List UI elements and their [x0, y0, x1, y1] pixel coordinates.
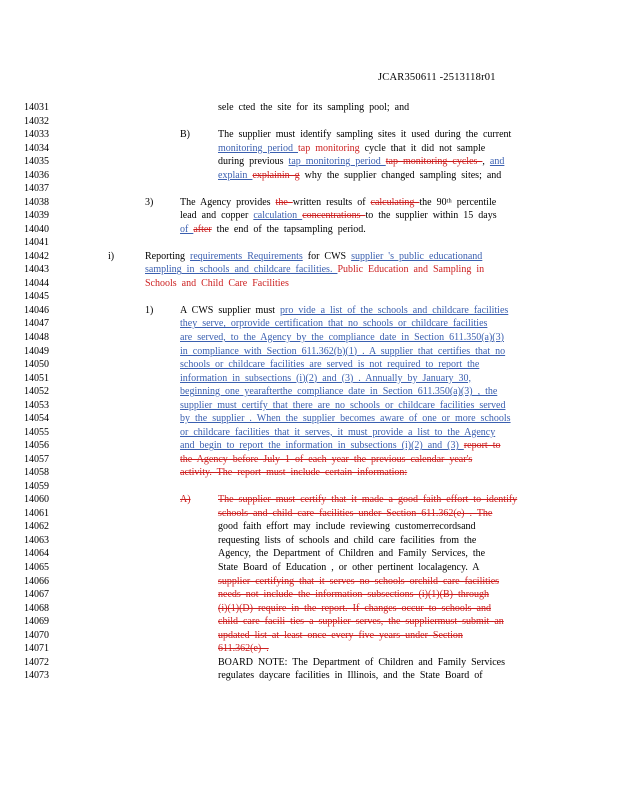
line-number: 14050	[24, 359, 49, 371]
deleted-text: schools and child care facilities under Section 611.362(e) . The	[218, 507, 493, 519]
line-number: 14048	[24, 332, 49, 343]
line-number: 14031	[24, 102, 49, 113]
line-text	[180, 196, 496, 209]
document-line	[24, 575, 604, 588]
text-run: regulates daycare facilities in Illinois, and the State Board of	[218, 670, 483, 682]
document-line	[24, 277, 604, 290]
document-line	[24, 182, 604, 195]
text-run: BOARD NOTE: The Department of Children and Family Services	[218, 656, 505, 668]
document-line	[24, 358, 604, 371]
line-text	[218, 629, 463, 642]
text-run: The supplier must identify sampling sites it used during the current	[218, 129, 512, 141]
line-text	[145, 277, 289, 290]
list-marker: 3)	[145, 196, 154, 208]
list-marker: 1)	[145, 304, 154, 316]
line-text	[180, 304, 508, 317]
inserted-text: schools or childcare facilities are served is not required to report the	[180, 359, 480, 371]
line-text	[180, 426, 495, 439]
line-text	[218, 642, 269, 655]
deleted-text: (i)(1)(D) require in the report. If changes occur to schools and	[218, 602, 491, 614]
text-run: A CWS supplier must	[180, 304, 281, 316]
text-run: lead and copper	[180, 210, 254, 222]
line-number: 14043	[24, 264, 49, 276]
document-line	[24, 196, 604, 209]
inserted-text: by the supplier . When the supplier becomes aware of one or more schools	[180, 413, 511, 425]
text-run: Public Education and Sampling in	[337, 264, 485, 276]
line-text	[218, 101, 409, 114]
line-number: 14037	[24, 183, 49, 195]
inserted-text: or childcare facilities that it serves, it must provide a list to the Agency	[180, 426, 496, 438]
inserted-text: monitoring period	[218, 142, 298, 154]
line-number: 14044	[24, 277, 49, 289]
text-run: The Agency provides	[180, 196, 276, 208]
inserted-text: sampling in schools and childcare facilities.	[145, 264, 338, 276]
line-text	[180, 345, 505, 358]
line-number: 14062	[24, 521, 49, 533]
line-number: 14068	[24, 602, 49, 614]
line-text	[218, 656, 505, 669]
text-run: the end of the tapsampling period.	[211, 223, 366, 235]
document-line	[24, 642, 604, 655]
document-line	[24, 115, 604, 128]
deleted-text: calculating	[370, 196, 420, 208]
document-line	[24, 412, 604, 425]
document-line	[24, 602, 604, 615]
document-line	[24, 101, 604, 114]
line-text	[218, 588, 489, 601]
line-text	[218, 507, 492, 520]
inserted-text: explain	[218, 169, 253, 181]
line-text	[180, 331, 504, 344]
list-marker: A)	[180, 494, 191, 506]
line-number: 14033	[24, 129, 49, 141]
text-run: sele cted the site for its sampling pool; and	[218, 102, 410, 113]
inserted-text: in compliance with Section 611.362(b)(1) . A supplier that certifies that no	[180, 345, 506, 357]
line-text	[218, 669, 483, 682]
document-line	[24, 439, 604, 452]
text-run: State Board of Education , or other pertinent localagency. A	[218, 562, 480, 574]
document-line	[24, 142, 604, 155]
deleted-text: updated list at least once every five years under Section	[218, 629, 463, 641]
line-text	[180, 372, 471, 385]
list-marker: i)	[108, 250, 115, 262]
line-number: 14060	[24, 494, 49, 506]
line-text	[180, 317, 487, 330]
document-line	[24, 385, 604, 398]
deleted-text: after	[193, 223, 212, 235]
line-number: 14058	[24, 467, 49, 479]
text-run: Agency, the Department of Children and Family Services, the	[218, 548, 486, 560]
inserted-text: of	[180, 223, 194, 235]
document-line	[24, 290, 604, 303]
document-line	[24, 128, 604, 141]
document-line	[24, 399, 604, 412]
text-run: to the supplier within 15 days	[365, 210, 497, 222]
line-number: 14073	[24, 670, 49, 682]
line-text	[218, 155, 504, 168]
document-line	[24, 547, 604, 560]
line-text	[180, 466, 407, 479]
document-line	[24, 155, 604, 168]
inserted-text: calculation	[253, 210, 303, 222]
line-text	[218, 142, 485, 155]
line-number: 14056	[24, 440, 49, 452]
line-text	[145, 263, 484, 276]
line-text	[218, 615, 504, 628]
deleted-text: report to	[463, 440, 501, 452]
line-text	[218, 169, 501, 182]
document-header: JCAR350611 -2513118r01	[378, 72, 496, 83]
line-number: 14036	[24, 169, 49, 181]
line-number: 14047	[24, 318, 49, 330]
line-number: 14053	[24, 399, 49, 411]
line-number: 14032	[24, 115, 49, 127]
document-line	[24, 520, 604, 533]
text-run: for CWS	[302, 250, 352, 262]
deleted-text: child care facili ties a supplier serves, the suppliermust submit an	[218, 616, 504, 628]
line-text	[180, 209, 497, 222]
text-run: Schools and Child Care Facilities	[145, 277, 289, 289]
line-number: 14045	[24, 291, 49, 303]
line-number: 14061	[24, 507, 49, 519]
line-text	[180, 385, 497, 398]
document-line	[24, 453, 604, 466]
document-line	[24, 480, 604, 493]
text-run: tap monitoring	[298, 142, 360, 154]
line-text	[218, 575, 499, 588]
text-run: requesting lists of schools and child care facilities from the	[218, 534, 477, 546]
document-line	[24, 169, 604, 182]
deleted-text: tap monitoring cycles	[385, 156, 483, 168]
line-number: 14038	[24, 196, 49, 208]
line-number: 14042	[24, 250, 49, 262]
document-line	[24, 629, 604, 642]
line-number: 14051	[24, 372, 49, 384]
line-number: 14046	[24, 304, 49, 316]
inserted-text: and	[489, 156, 505, 168]
text-run: good faith effort may include reviewing customerrecordsand	[218, 521, 476, 533]
line-number: 14065	[24, 562, 49, 574]
text-run: written results of	[292, 196, 371, 208]
list-marker: B)	[180, 129, 190, 141]
line-number: 14054	[24, 413, 49, 425]
line-number: 14035	[24, 156, 49, 168]
line-number: 14070	[24, 629, 49, 641]
document-line	[24, 372, 604, 385]
line-number: 14067	[24, 589, 49, 601]
line-number: 14052	[24, 386, 49, 398]
document-line	[24, 426, 604, 439]
line-text	[218, 561, 480, 574]
line-number: 14072	[24, 656, 49, 668]
document-line	[24, 656, 604, 669]
document-line	[24, 304, 604, 317]
text-run: the 90ᵗʰ percentile	[419, 196, 497, 208]
deleted-text: concentrations	[302, 210, 366, 222]
line-number: 14055	[24, 426, 49, 438]
line-text	[180, 453, 472, 466]
document-line	[24, 615, 604, 628]
deleted-text: activity. The report must include certain information:	[180, 467, 408, 479]
line-text	[218, 128, 511, 141]
line-number: 14059	[24, 480, 49, 492]
inserted-text: they serve, orprovide certification that no schools or childcare facilities	[180, 318, 488, 330]
line-number: 14039	[24, 210, 49, 222]
line-text	[218, 520, 476, 533]
document-line	[24, 263, 604, 276]
document-line	[24, 466, 604, 479]
line-number: 14071	[24, 643, 49, 655]
line-number: 14049	[24, 345, 49, 357]
line-text	[180, 223, 366, 236]
inserted-text: supplier 's public educationand	[351, 250, 483, 262]
text-run: Reporting	[145, 250, 190, 262]
deleted-text: the Agency before July 1 of each year the previous calendar year's	[180, 453, 473, 465]
line-text	[218, 493, 517, 506]
text-run: why the supplier changed sampling sites; and	[299, 169, 502, 181]
line-text	[218, 534, 476, 547]
line-number: 14034	[24, 142, 49, 154]
document-line	[24, 588, 604, 601]
inserted-text: pro vide a list of the schools and childcare facilities	[280, 304, 509, 316]
document-line	[24, 345, 604, 358]
inserted-text: tap monitoring period	[288, 156, 386, 168]
line-text	[145, 250, 482, 263]
deleted-text: The supplier must certify that it made a good faith effort to identify	[218, 494, 518, 506]
deleted-text: supplier certifying that it serves no schools orchild care facilities	[218, 575, 500, 587]
deleted-text: the	[275, 196, 293, 208]
document-line	[24, 669, 604, 682]
line-number: 14063	[24, 534, 49, 546]
document-line	[24, 223, 604, 236]
inserted-text: are served, to the Agency by the compliance date in Section 611.350(a)(3)	[180, 332, 504, 343]
document-line	[24, 507, 604, 520]
inserted-text: supplier must certify that there are no schools or childcare facilities served	[180, 399, 506, 411]
document-line	[24, 493, 604, 506]
line-number: 14066	[24, 575, 49, 587]
line-text	[180, 439, 500, 452]
line-text	[180, 412, 511, 425]
inserted-text: information in subsections (i)(2) and (3) . Annually by January 30,	[180, 372, 472, 384]
inserted-text: requirements Requirements	[190, 250, 303, 262]
document-line	[24, 236, 604, 249]
line-text	[218, 602, 491, 615]
deleted-text: needs not include the information subsections (i)(1)(B) through	[218, 589, 490, 601]
text-run: cycle that it did not sample	[359, 142, 486, 154]
line-number: 14064	[24, 548, 49, 560]
inserted-text: beginning one yearafterthe compliance date in Section 611.350(a)(3) , the	[180, 386, 498, 398]
line-number: 14069	[24, 616, 49, 628]
document-line	[24, 331, 604, 344]
deleted-text: explainin g	[252, 169, 300, 181]
line-number: 14041	[24, 237, 49, 249]
document-line	[24, 209, 604, 222]
document-line	[24, 561, 604, 574]
text-run: during previous	[218, 156, 289, 168]
text-run: ,	[482, 156, 490, 168]
inserted-text: and begin to report the information in subsections (i)(2) and (3)	[180, 440, 464, 452]
line-number: 14057	[24, 453, 49, 465]
document-line	[24, 534, 604, 547]
document-line	[24, 250, 604, 263]
line-text	[180, 358, 479, 371]
document-line	[24, 317, 604, 330]
line-text	[218, 547, 485, 560]
deleted-text: 611.362(e) .	[218, 643, 269, 655]
line-text	[180, 399, 505, 412]
line-number: 14040	[24, 223, 49, 235]
